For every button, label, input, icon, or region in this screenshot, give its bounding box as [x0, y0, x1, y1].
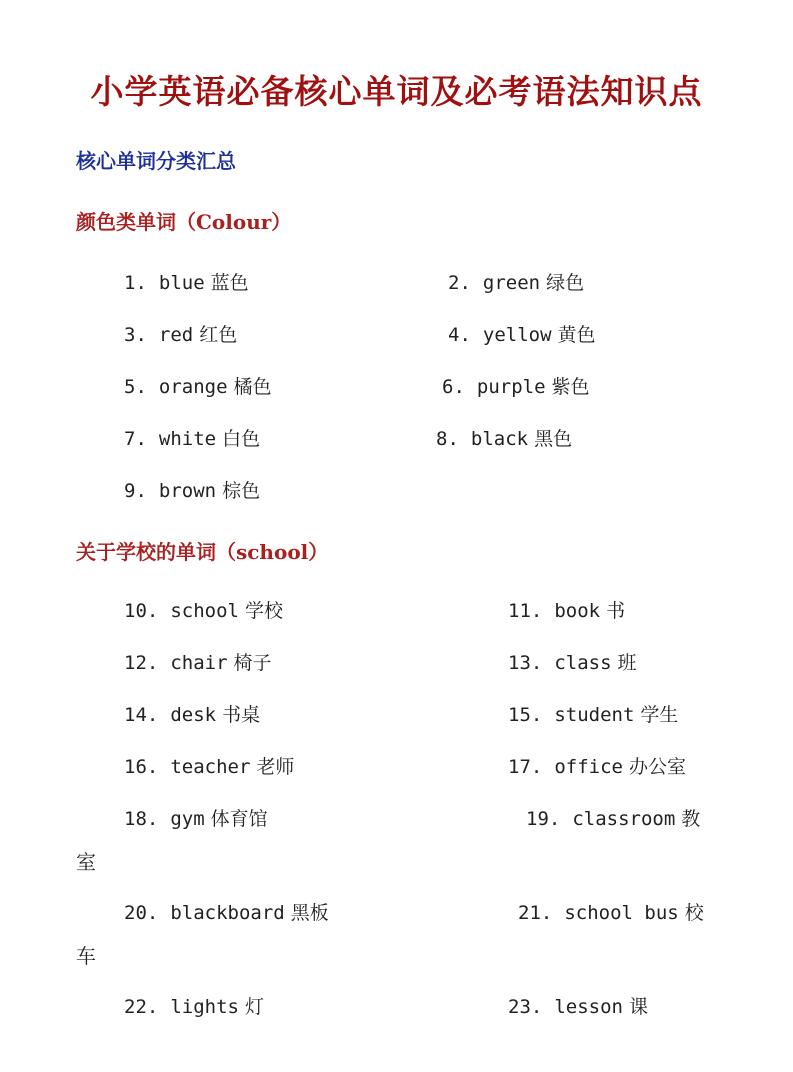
word-item: 12. chair 椅子 [124, 652, 272, 674]
word-cn: 绿色 [546, 272, 585, 294]
word-en: class [554, 652, 612, 674]
word-cn: 课 [628, 996, 648, 1018]
word-item: 2. green 绿色 [448, 272, 585, 294]
word-cn: 办公室 [628, 756, 686, 778]
word-cn: 红色 [199, 324, 238, 346]
word-item: 9. brown 棕色 [124, 480, 261, 502]
word-cn: 紫色 [551, 376, 590, 398]
word-item: 22. lights 灯 [124, 996, 264, 1018]
section-heading-school: 关于学校的单词（school） [76, 540, 329, 564]
word-cn: 黄色 [557, 324, 596, 346]
word-en: book [554, 600, 601, 622]
word-en: orange [158, 376, 228, 398]
word-en: purple [476, 376, 546, 398]
word-item: 4. yellow 黄色 [448, 324, 596, 346]
word-en: gym [170, 808, 205, 830]
word-cn: 白色 [222, 428, 261, 450]
word-en: teacher [170, 756, 251, 778]
word-item: 13. class 班 [508, 652, 637, 674]
word-item: 6. purple 紫色 [442, 376, 590, 398]
word-cn: 灯 [244, 996, 264, 1018]
word-cn: 班 [617, 652, 637, 674]
wrapped-char: 车 [76, 944, 96, 968]
word-item: 23. lesson 课 [508, 996, 648, 1018]
word-en: green [482, 272, 541, 294]
word-en: brown [158, 480, 217, 502]
word-item: 18. gym 体育馆 [124, 808, 268, 830]
word-cn: 教 [681, 808, 701, 830]
word-cn: 黑板 [290, 902, 329, 924]
word-item: 16. teacher 老师 [124, 756, 295, 778]
word-en: black [470, 428, 529, 450]
word-item: 5. orange 橘色 [124, 376, 272, 398]
word-cn: 黑色 [534, 428, 573, 450]
word-en: red [158, 324, 194, 346]
section-heading-colour: 颜色类单词（Colour） [76, 210, 292, 234]
word-item: 15. student 学生 [508, 704, 679, 726]
wrapped-char: 室 [76, 850, 96, 874]
word-item: 1. blue 蓝色 [124, 272, 249, 294]
word-item: 7. white 白色 [124, 428, 261, 450]
word-en: school bus [564, 902, 679, 924]
word-cn: 学生 [640, 704, 679, 726]
word-en: student [554, 704, 635, 726]
word-cn: 书 [606, 600, 626, 622]
word-en: classroom [572, 808, 676, 830]
word-item: 3. red 红色 [124, 324, 238, 346]
word-en: white [158, 428, 217, 450]
word-item: 20. blackboard 黑板 [124, 902, 329, 924]
word-item: 8. black 黑色 [436, 428, 573, 450]
word-en: blackboard [170, 902, 285, 924]
word-en: yellow [482, 324, 552, 346]
word-en: office [554, 756, 623, 778]
word-cn: 校 [684, 902, 704, 924]
word-cn: 椅子 [233, 652, 272, 674]
word-item: 19. classroom 教 [526, 808, 701, 830]
word-cn: 橘色 [233, 376, 272, 398]
word-cn: 学校 [244, 600, 283, 622]
word-cn: 体育馆 [210, 808, 268, 830]
word-cn: 书桌 [222, 704, 261, 726]
section-heading-core-words: 核心单词分类汇总 [76, 149, 236, 173]
word-cn: 蓝色 [210, 272, 249, 294]
word-en: chair [170, 652, 228, 674]
word-en: school [170, 600, 239, 622]
word-en: lesson [554, 996, 623, 1018]
word-item: 14. desk 书桌 [124, 704, 261, 726]
word-en: desk [170, 704, 217, 726]
word-en: blue [158, 272, 205, 294]
word-item: 21. school bus 校 [518, 902, 704, 924]
page-title: 小学英语必备核心单词及必考语法知识点 [90, 72, 703, 111]
word-en: lights [170, 996, 239, 1018]
word-item: 10. school 学校 [124, 600, 283, 622]
word-cn: 老师 [256, 756, 295, 778]
word-item: 17. office 办公室 [508, 756, 686, 778]
word-item: 11. book 书 [508, 600, 626, 622]
word-cn: 棕色 [222, 480, 261, 502]
